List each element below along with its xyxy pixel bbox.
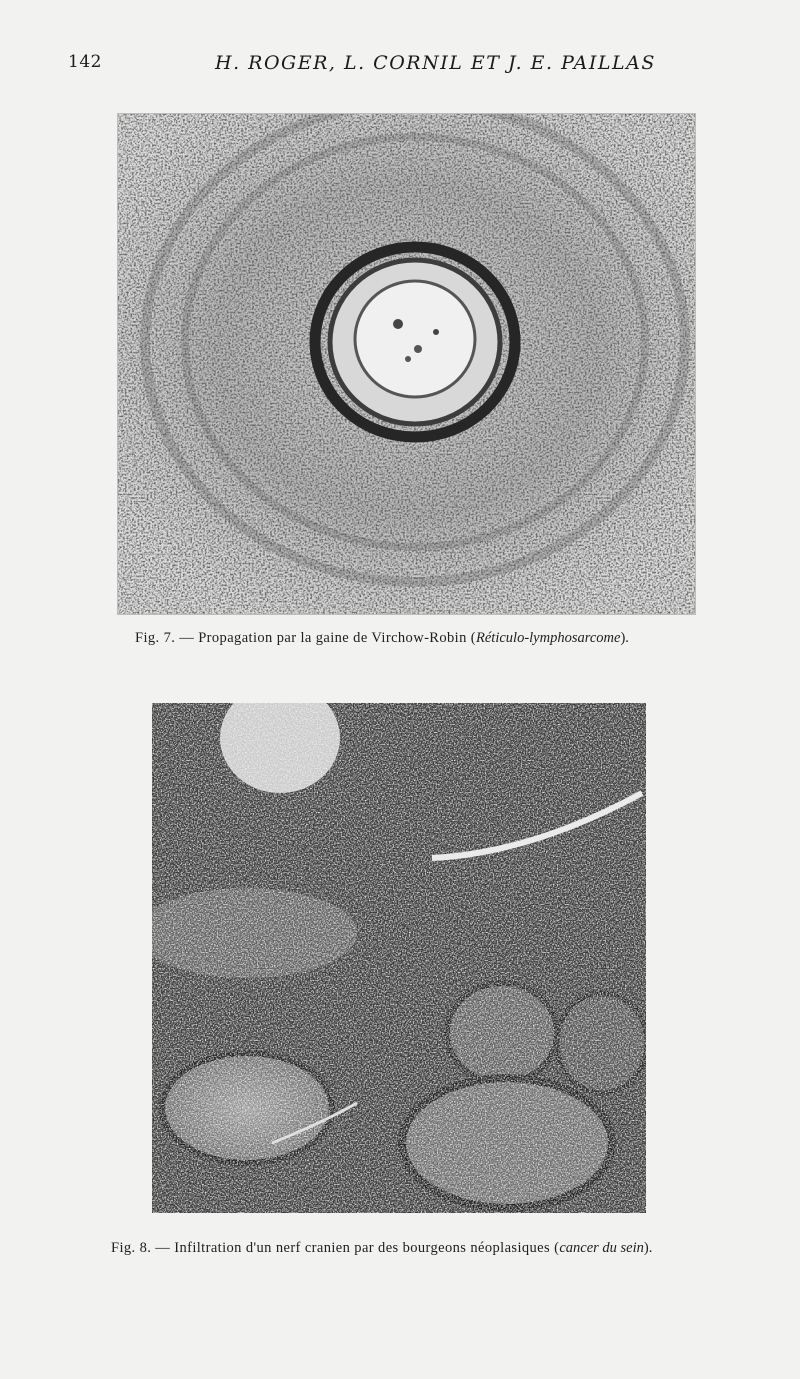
- figure-7-caption: [135, 630, 629, 647]
- figure-7-caption-tail: ).: [620, 630, 629, 646]
- figure-7-caption-italic: Réticulo-lymphosarcome: [476, 630, 621, 646]
- figure-8-caption-lead: Fig. 8. — Infiltration d'un nerf cranien par des bourgeons néoplasiques (: [111, 1240, 560, 1256]
- page-number: 142: [68, 52, 102, 72]
- figure-7-caption-lead: Fig. 7. — Propagation par la gaine de Virchow-Robin (: [135, 630, 477, 646]
- figure-7-image: [118, 114, 695, 614]
- figure-8-caption-tail: ).: [643, 1240, 653, 1256]
- figure-8-micrograph: [152, 703, 646, 1213]
- figure-8-image: [152, 703, 646, 1213]
- figure-8-caption-italic: cancer du sein: [559, 1240, 644, 1256]
- running-head: H. ROGER, L. CORNIL ET J. E. PAILLAS: [215, 52, 656, 74]
- figure-8-caption: [111, 1240, 652, 1257]
- figure-7-micrograph: [117, 113, 696, 615]
